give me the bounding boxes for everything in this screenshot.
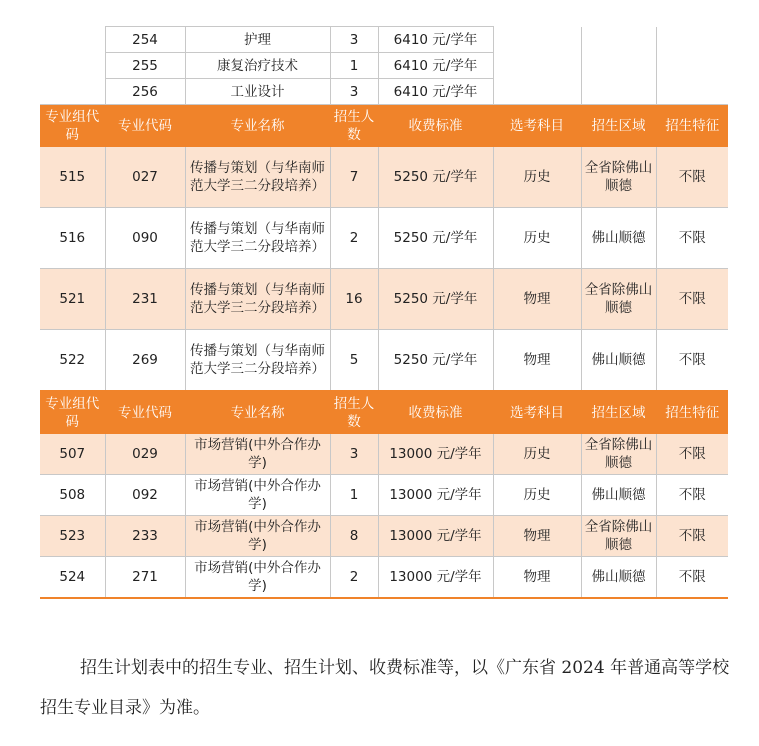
cell-code: 231 [105,269,185,330]
cell-code: 027 [105,147,185,208]
table-row [40,208,728,269]
cell-code: 256 [105,79,185,105]
cell-group: 515 [40,147,105,208]
table-row [40,557,728,599]
footnote-paragraph: 招生计划表中的招生专业、招生计划、收费标准等，以《广东省 2024 年普通高等学校招生专业目录》为准。 [40,658,730,718]
cell-subject: 历史 [493,147,581,208]
cell-subject: 物理 [493,557,581,599]
cell-subject: 历史 [493,434,581,475]
cell-name: 市场营销(中外合作办学) [185,557,330,599]
cell-feature: 不限 [656,475,728,516]
cell-count: 3 [330,79,378,105]
cell-fee: 5250 元/学年 [378,269,493,330]
cell-feature: 不限 [656,330,728,392]
table-row [40,475,728,516]
table-row [40,330,728,392]
cell-name: 市场营销(中外合作办学) [185,516,330,557]
cell-name: 传播与策划（与华南师范大学三二分段培养） [185,269,330,330]
column-header: 招生区域 [581,391,656,434]
cell-fee: 5250 元/学年 [378,208,493,269]
cell-group: 516 [40,208,105,269]
empty-cell [493,27,581,105]
column-header: 专业组代码 [40,391,105,434]
header-row [40,391,728,434]
cell-feature: 不限 [656,516,728,557]
cell-subject: 物理 [493,330,581,392]
cell-group: 508 [40,475,105,516]
empty-cell [40,53,105,79]
column-header: 专业组代码 [40,105,105,147]
empty-cell [40,79,105,105]
cell-count: 1 [330,53,378,79]
table-row [40,434,728,475]
cell-name: 市场营销(中外合作办学) [185,475,330,516]
cell-region: 全省除佛山顺德 [581,269,656,330]
cell-fee: 13000 元/学年 [378,516,493,557]
cell-count: 3 [330,27,378,53]
cell-fee: 5250 元/学年 [378,330,493,392]
cell-count: 8 [330,516,378,557]
column-header: 选考科目 [493,391,581,434]
cell-name: 传播与策划（与华南师范大学三二分段培养） [185,208,330,269]
cell-name: 康复治疗技术 [185,53,330,79]
column-header: 收费标准 [378,105,493,147]
cell-region: 全省除佛山顺德 [581,434,656,475]
cell-code: 255 [105,53,185,79]
cell-name: 市场营销(中外合作办学) [185,434,330,475]
cell-name: 传播与策划（与华南师范大学三二分段培养） [185,147,330,208]
cell-count: 3 [330,434,378,475]
cell-name: 传播与策划（与华南师范大学三二分段培养） [185,330,330,392]
empty-cell [581,27,656,105]
cell-fee: 6410 元/学年 [378,79,493,105]
column-header: 专业名称 [185,391,330,434]
cell-name: 护理 [185,27,330,53]
cell-count: 1 [330,475,378,516]
enrollment-plan-table [40,26,728,599]
cell-region: 全省除佛山顺德 [581,516,656,557]
column-header: 选考科目 [493,105,581,147]
cell-count: 7 [330,147,378,208]
empty-cell [656,27,728,105]
cell-subject: 物理 [493,269,581,330]
cell-region: 佛山顺德 [581,557,656,599]
cell-region: 佛山顺德 [581,330,656,392]
cell-count: 5 [330,330,378,392]
cell-subject: 历史 [493,475,581,516]
cell-group: 524 [40,557,105,599]
column-header: 收费标准 [378,391,493,434]
cell-group: 523 [40,516,105,557]
cell-group: 522 [40,330,105,392]
cell-code: 092 [105,475,185,516]
cell-fee: 6410 元/学年 [378,27,493,53]
cell-region: 全省除佛山顺德 [581,147,656,208]
column-header: 专业代码 [105,391,185,434]
cell-count: 16 [330,269,378,330]
column-header: 招生人数 [330,105,378,147]
cell-count: 2 [330,557,378,599]
cell-code: 029 [105,434,185,475]
cell-subject: 物理 [493,516,581,557]
cell-fee: 13000 元/学年 [378,557,493,599]
column-header: 招生区域 [581,105,656,147]
table-row [40,27,728,53]
table-row [40,269,728,330]
cell-code: 269 [105,330,185,392]
cell-code: 090 [105,208,185,269]
cell-feature: 不限 [656,208,728,269]
cell-region: 佛山顺德 [581,475,656,516]
cell-feature: 不限 [656,147,728,208]
cell-code: 254 [105,27,185,53]
cell-group: 507 [40,434,105,475]
cell-subject: 历史 [493,208,581,269]
cell-fee: 13000 元/学年 [378,434,493,475]
cell-code: 233 [105,516,185,557]
cell-code: 271 [105,557,185,599]
column-header: 招生特征 [656,391,728,434]
header-row [40,105,728,147]
table-row [40,147,728,208]
cell-feature: 不限 [656,269,728,330]
cell-feature: 不限 [656,557,728,599]
column-header: 专业名称 [185,105,330,147]
table-row [40,516,728,557]
cell-fee: 6410 元/学年 [378,53,493,79]
cell-group: 521 [40,269,105,330]
cell-feature: 不限 [656,434,728,475]
column-header: 招生特征 [656,105,728,147]
column-header: 专业代码 [105,105,185,147]
cell-name: 工业设计 [185,79,330,105]
empty-cell [40,27,105,53]
cell-count: 2 [330,208,378,269]
column-header: 招生人数 [330,391,378,434]
cell-fee: 13000 元/学年 [378,475,493,516]
cell-fee: 5250 元/学年 [378,147,493,208]
cell-region: 佛山顺德 [581,208,656,269]
